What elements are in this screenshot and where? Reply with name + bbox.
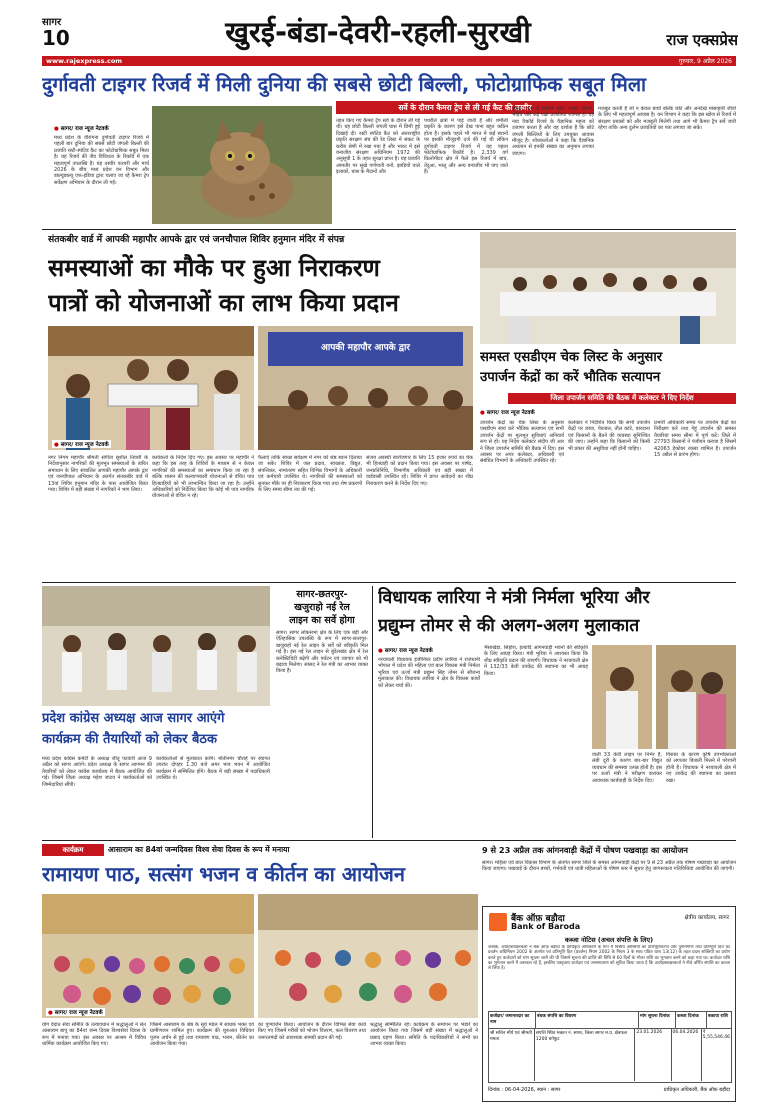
bank-notice [482, 906, 736, 1102]
story2-col3: फैलाएं ताकि स्वच्छ सर्वेक्षण में नगर को श्रेष्ठ स्थान दिलाया जा सके। शिविर में जल प्रदाय, स्वच्छता, विद्युत, संपत्तिकर, नामांतरण सहित विभिन्न विभागों के अधिकारी एवं कर्मचारी उपस्थित थे। नागरिकों की समस्याओं को सुनकर मौके पर ही निराकरण किया गया तथा शेष प्रकरणों के लिए समय सीमा तय की गई। [258, 455, 362, 494]
story4-headline2: कार्यक्रम की तैयारियों को लेकर बैठक [42, 732, 217, 747]
notice-table-header-cell: बंधक संपत्ति का विवरण [536, 1012, 639, 1028]
story5-text: सागर। सागर लोकसभा क्षेत्र के लिए एक बड़ी और ऐतिहासिक उपलब्धि के रूप में सागर-छतरपुर-खजुराहो नई रेल लाइन के सर्वे को स्वीकृति मिल गई है। इस नई रेल लाइन से बुंदेलखंड क्षेत्र में रेल कनेक्टिविटी बढ़ेगी और पर्यटन एवं व्यापार को भी बढ़ावा मिलेगा। सांसद ने रेल मंत्री का आभार व्यक्त किया है। [276, 630, 368, 675]
story5-headline1: सागर-छतरपुर- [296, 589, 348, 600]
story5-headline3: लाइन का सर्वे होगा [289, 615, 355, 626]
city-label: सागर [42, 17, 62, 28]
notice-table-cell: ₹ 5,55,546.46 [702, 1030, 730, 1040]
bank-name: बैंक ऑफ़ बड़ौदा [511, 914, 565, 924]
story1-col2: तहत किए गए कैमरा ट्रैप सर्वे के दौरान ली गई थी। यह छोटी बिल्ली जंगली घास में छिपी हुई दिखाई दी। रस्टी स्पॉटेड कैट को अंतरराष्ट्रीय प्रकृति संरक्षण संघ की रेड लिस्ट में संकट के करीब श्रेणी में रखा गया है और भारत में इसे वन्यजीव संरक्षण अधिनियम 1972 की अनुसूची 1 के तहत सुरक्षा प्राप्त है। यह प्रजाति आमतौर पर सूखे पर्णपाती वनों, झाड़ियों वाले इलाकों, घास के मैदानों और [336, 118, 420, 176]
story6-col1: नरयावली विधायक इंजीनियर प्रदीप लारिया ने राजधानी भोपाल में प्रदेश की महिला एवं बाल विकास मंत्री निर्मला भूरिया एवं ऊर्जा मंत्री प्रद्युम्न सिंह तोमर से सौजन्य मुलाकात की। विधायक लारिया ने क्षेत्र के विकास कार्यों को लेकर चर्चा की। [378, 657, 480, 689]
page-number: 10 [42, 26, 70, 50]
section-title: खुरई-बंडा-देवरी-रहली-सुरखी [225, 15, 531, 49]
page-number-block [42, 14, 82, 54]
story6-col2: भैंसाखेड़ा, सिहोरा, इत्यादि आंगनवाड़ी भवनों की स्वीकृति के लिए आग्रह किया। मंत्री भूरिया ने आश्वस्त किया कि शीघ्र स्वीकृति प्रदान की जाएगी। विधायक ने नरयावली क्षेत्र में 132/33 केवी उपकेंद्र की स्थापना का भी आग्रह किया। [484, 645, 588, 677]
camp-photo-caption: ● सागर/ राज न्यूज नेटवर्क [52, 440, 111, 448]
bank-name-en: Bank of Baroda [511, 922, 581, 931]
story2-headline1: समस्याओं का मौके पर हुआ निराकरण [48, 254, 380, 282]
notice-table-cell: 06.04.2026 [672, 1029, 702, 1081]
story6-headline2: प्रद्युम्न तोमर से की अलग-अलग मुलाकात [378, 616, 640, 636]
story7-col1: योग वेदांत सेवा समिति के तत्वावधान में श्रद्धालुओं ने संत आसाराम बापू का 84वां जन्म दिवस विश्वसेवा दिवस के रूप में मनाया गया। इस अवसर पर आश्रम में विविध धार्मिक कार्यक्रम आयोजित किए गए। [42, 1022, 146, 1048]
story1-headline: दुर्गावती टाइगर रिजर्व में मिली दुनिया की सबसे छोटी बिल्ली, फोटोग्राफिक सबूत मिला [42, 73, 647, 96]
satsang-photo-2 [258, 894, 478, 1018]
story8-headline: 9 से 23 अप्रैल तक आंगनवाड़ी केंद्रों में पोषण पखवाड़ा का आयोजन [482, 845, 688, 855]
bank-branch: क्षेत्रीय कार्यालय, सागर [684, 915, 729, 921]
story6-col3: वाली 33 केवी लाइन पर निर्भर हैं, लंबी दूरी के कारण बार-बार विद्युत व्यवधान की समस्या उत्पन्न होती है। इस पर ऊर्जा मंत्री ने परीक्षण कराकर आवश्यक कार्यवाही के निर्देश दिए। [592, 752, 662, 784]
story6-col4: विस्तार के कारण कृषि उपभोक्ताओं को लगातार बिजली मिलने में परेशानी होती है। विधायक ने नरयावली क्षेत्र में नए उपकेंद्र की स्थापना का प्रस्ताव रखा। [666, 752, 736, 784]
story7-col3: का पुण्यार्जन किया। आयोजन के दौरान विभिन्न सेवा कार्य किए गए जिसमें गरीबों को भोजन वितरण, फल वितरण तथा जरूरतमंदों को आवश्यक सामग्री प्रदान की गई। [258, 1022, 366, 1041]
story2-col2: कार्यकर्ता के निर्देश दिए गए। इस अवसर पर महापौर ने कहा कि इस तरह के शिविरों के माध्यम से न केवल नागरिकों की समस्याओं का समाधान किया जा रहा है बल्कि शासन की कल्याणकारी योजनाओं से वंचित पात्र हितग्राहियों को भी लाभान्वित किया जा रहा है। उन्होंने अधिकारियों को निर्देशित किया कि कोई भी पात्र नागरिक योजनाओं से वंचित न रहे। [152, 455, 254, 500]
notice-table-header-cell: कर्जदार/ जमानतदार का नाम [489, 1012, 536, 1028]
story1-col1: मध्य प्रदेश के वीरांगना दुर्गावती टाइगर रिजर्व में पहली बार दुनिया की सबसे छोटी जंगली बिल्ली की प्रजाति रस्टी-स्पॉटेड कैट का फोटोग्राफिक सबूत मिला है। यह रिजर्व की जैव विविधता के रिकॉर्ड में एक महत्वपूर्ण उपलब्धि है। यह तस्वीर फरवरी और मार्च 2026 के बीच मध्य प्रदेश वन विभाग और डब्ल्यूडब्ल्यू एफ-इंडिया द्वारा चलाए जा रहे कैमरा ट्रेप सर्वेक्षण अभियान के दौरान ली गई। [54, 135, 149, 186]
story3-byline: ● सागर/ राज न्यूज नेटवर्क [480, 408, 600, 416]
story3-col2: कलेक्टर ने निर्देशित किया कि सभी उपार्जन केंद्रों पर छाया, पेयजल, तौल कांटे, बारदाना एवं किसानों के बैठने की व्यवस्था सुनिश्चित की जाए। उन्होंने कहा कि किसानों को किसी भी प्रकार की असुविधा नहीं होनी चाहिए। [568, 420, 650, 452]
divider [42, 229, 736, 230]
wildcat-photo [152, 106, 332, 224]
camp-photo-banner [258, 326, 473, 450]
camp-photo-cheque [48, 326, 254, 450]
story3-subhead: जिला उपार्जन समिति की बैठक में कलेक्टर ने दिए निर्देश [508, 393, 736, 404]
notice-table-cell: 23.01.2026 [635, 1029, 671, 1081]
story4-col1: मध्य प्रदेश कांग्रेस कमेटी के अध्यक्ष जीतू पटवारी आज 9 अप्रैल को सागर आएंगे। प्रदेश अध्यक्ष के सागर आगमन की तैयारियों को लेकर कांग्रेस कार्यालय में बैठक आयोजित की गई। जिसमें जिला अध्यक्ष महेश जाटव ने कार्यकर्ताओं को जिम्मेदारियां सौंपी। [42, 756, 152, 788]
story1-byline: ● सागर/ राज न्यूज नेटवर्क [54, 124, 149, 132]
divider [42, 840, 736, 841]
website-link[interactable]: www.rajexpress.com [46, 57, 123, 65]
story7-strap: आसाराम का 84वां जन्मदिवस विश्व सेवा दिवस के रूप में मनाया [108, 845, 290, 854]
notice-table [488, 1011, 732, 1083]
story7-col4: श्रद्धालु सम्मिलित रहे। कार्यक्रम के समापन पर भंडारे का आयोजन किया गया जिसमें बड़ी संख्या में श्रद्धालुओं ने प्रसाद ग्रहण किया। समिति के पदाधिकारियों ने सभी का आभार व्यक्त किया। [370, 1022, 478, 1048]
notice-table-header-cell: बकाया राशि [708, 1014, 728, 1019]
masthead-bar [42, 56, 736, 66]
mla-photo-2 [656, 645, 736, 749]
story7-col2: जिसमें आसाराम के श्रेष्ठ के सूर्य मंडल में साधक भक्त एवं ग्रामीणजन शामिल हुए। कार्यक्रम की शुरुआत विधिवत पूजन अर्चन से हुई तथा रामायण पाठ, भजन, कीर्तन का आयोजन किया गया। [150, 1022, 254, 1048]
story7-headline: रामायण पाठ, सत्संग भजन व कीर्तन का आयोजन [42, 862, 405, 886]
congress-meeting-photo [42, 586, 270, 706]
story1-col4: जाना जाता है जिसमें बाघ, सांभर चीतल, भेड़िये और कई पक्षी प्रजातियां शामिल हैं। यह नया रिकॉर्ड रिजर्व के वैज्ञानिक महत्व को उजागर करता है और यह दर्शाता है कि छोटे जंगली बिल्लियों के लिए उपयुक्त आवास मौजूद है। शोधकर्ताओं ने कहा कि वैज्ञानिक अध्ययन से इनकी संख्या का अनुमान लगाया जाएगा। [512, 106, 594, 157]
brand-logo: राज एक्सप्रेस [666, 31, 738, 49]
issue-date: गुरुवार, 9 अप्रैल 2026 [678, 58, 732, 65]
notice-table-header-cell: कब्जा दिनांक [676, 1012, 707, 1028]
story2-headline2: पात्रों को योजनाओं का लाभ किया प्रदान [48, 289, 399, 317]
story1-col5: मजबूत करती है जो न केवल बाघों बल्कि छोटे और अनदेखे मांसाहारी जीवों के लिए भी महत्वपूर्ण आवास है। वन विभाग ने कहा कि इस खोज से रिजर्व में संरक्षण प्रयासों को और मजबूती मिलेगी तथा आगे भी कैमरा ट्रैप सर्वे जारी रहेगा ताकि अन्य दुर्लभ प्रजातियों का पता लगाया जा सके। [598, 106, 736, 132]
story3-headline2: उपार्जन केंद्रों का करें भौतिक सत्यापन [480, 370, 661, 385]
story5-headline2: खजुराहो नई रेल [294, 602, 350, 613]
notice-table-cell: श्री सचिन मौर्य एवं श्रीमती ममता [489, 1029, 535, 1081]
story7-byline: ● सागर/ राज न्यूज नेटवर्क [46, 1008, 105, 1016]
notice-table-cell: संपत्ति स्थित मकान नं. सागर, जिला सागर म.प्र. क्षेत्रफल 1200 वर्गफुट [535, 1029, 635, 1081]
notice-footer: दिनांक : 06-04-2026, स्थान : सागर [488, 1087, 561, 1093]
notice-table-header [489, 1012, 731, 1029]
notice-signatory: प्राधिकृत अधिकारी, बैंक ऑफ़ बड़ौदा [663, 1087, 730, 1093]
story1-col3: पथरीले क्षेत्रों में पाई जाती है और शर्मीली प्रकृति के कारण इसे देख पाना बहुत कठिन होता है। इसके पहले भी भारत में कई स्थानों पर इसकी मौजूदगी दर्ज की गई थी लेकिन दुर्गावती टाइगर रिजर्व में यह पहला फोटोग्राफिक रिकॉर्ड है। 2,339 वर्ग किलोमीटर क्षेत्र में फैले इस रिजर्व में बाघ, तेंदुआ, भालू और अन्य वन्यजीव भी पाए जाते हैं। [424, 118, 508, 176]
notice-title: कब्जा नोटिस (अचल संपत्ति के लिए) [564, 936, 654, 944]
story2-strap: संतकबीर वार्ड में आपकी महापौर आपके द्वार एवं जनचौपाल शिविर हनुमान मंदिर में संपन्न [48, 234, 345, 245]
meeting-photo [480, 232, 736, 344]
mla-photo-1 [592, 645, 652, 749]
story2-col4: संजय अवस्थी स्वरोजगार के लिए 15 हजार रुपये का चेक भी हितग्राही को प्रदान किया गया। इस अवसर पर पार्षद, जनप्रतिनिधि, विभागीय अधिकारी एवं बड़ी संख्या में वार्डवासी उपस्थित रहे। शिविर में प्राप्त आवेदनों का शीघ्र निराकरण करने के निर्देश दिए गए। [366, 455, 473, 487]
story7-label: कार्यक्रम [42, 844, 104, 856]
story8-text: सागर। महिला एवं बाल विकास विभाग के अंतर्गत सागर जिले के समस्त आंगनवाड़ी केंद्रों पर 9 से 23 अप्रैल तक पोषण पखवाड़ा का आयोजन किया जाएगा। पखवाड़े के दौरान बच्चों, गर्भवती एवं धात्री महिलाओं के पोषण स्तर में सुधार हेतु जागरूकता गतिविधियां आयोजित की जाएंगी। [482, 860, 736, 873]
story6-byline: ● सागर/ राज न्यूज नेटवर्क [378, 646, 478, 654]
story6-headline1: विधायक लारिया ने मंत्री निर्मला भूरिया और [378, 588, 650, 608]
divider [42, 582, 736, 583]
story1-kicker: सर्वे के दौरान कैमरा ट्रेप से ली गई कैट की तस्वीर [336, 101, 594, 114]
story4-col2: कार्यकर्ताओं से मुलाकात करेंगे। मोतीनगर चौराहे पर स्वागत उपरांत दोपहर 1.30 बजे अमर भाव भवन में आयोजित कार्यक्रम में सम्मिलित होंगे। बैठक में बड़ी संख्या में पदाधिकारी उपस्थित थे। [156, 756, 270, 782]
satsang-photo-1 [42, 894, 254, 1018]
story3-col1: उपार्जन केंद्रों का चेक लिस्ट के अनुसार एसडीएम स्वयं करें भौतिक सत्यापन एवं सभी उपार्जन केंद्रों पर मूलभूत सुविधाएं अनिवार्य रूप से हों। यह निर्देश कलेक्टर संदीप जी आर ने जिला उपार्जन समिति की बैठक में दिए। इस अवसर पर अपर कलेक्टर, अधिकारी एवं संबंधित विभागों के अधिकारी उपस्थित रहे। [480, 420, 564, 465]
bank-logo-icon [489, 913, 507, 931]
story3-headline1: समस्त एसडीएम चेक लिस्ट के अनुसार [480, 350, 663, 365]
notice-body: जबकि, अधोहस्ताक्षरकर्ता ने बैंक ऑफ़ बड़ौदा के प्राधिकृत अधिकारी के रूप में वित्तीय आस्तियों का प्रतिभूतिकरण और पुनर्निर्माण तथा प्रतिभूति हित का प्रवर्तन अधिनियम 2002 के अंतर्गत एवं प्रतिभूति हित (प्रवर्तन) नियम 2002 के नियम 3 के साथ पठित धारा 13(12) के तहत प्रदत्त शक्तियों का प्रयोग करते हुए कर्जदारों को मांग सूचना जारी की थी जिसमें सूचना की प्राप्ति की तिथि से 60 दिनों के भीतर राशि का भुगतान करने को कहा गया था। कर्जदार राशि का भुगतान करने में असफल रहे हैं, इसलिए एतद्द्वारा कर्जदार एवं जनसाधारण को सूचित किया जाता है कि अधोहस्ताक्षरकर्ता ने नीचे वर्णित संपत्ति का कब्जा ले लिया है। [488, 945, 730, 972]
divider [372, 586, 373, 838]
notice-table-row [489, 1029, 731, 1081]
notice-table-header-cell: मांग सूचना दिनांक [639, 1012, 676, 1028]
story4-headline1: प्रदेश कांग्रेस अध्यक्ष आज सागर आएंगे [42, 711, 225, 726]
story3-col3: प्रभारी अधिकारी समय पर उपार्जन केंद्रों का निरीक्षण करें तथा गेहूं उपार्जन की समस्त तैयारियां समय सीमा में पूर्ण करें। जिले में 27793 किसानों ने पंजीयन कराया है जिसमें 42063 हेक्टेयर रकबा शामिल है। उपार्जन 15 अप्रैल से प्रारंभ होगा। [654, 420, 736, 459]
story2-col1: नगर निगम महापौर श्रीमती संगीता सुशील तिवारी के निर्देशानुसार नागरिकों की मूलभूत समस्याओं के त्वरित समाधान के लिए संचालित आपकी महापौर आपके द्वार एवं जनचौपाल अभियान के अंतर्गत संतकबीर वार्ड में 13वां शिविर हनुमान मंदिर के पास आयोजित किया गया। शिविर में बड़ी संख्या में नागरिकों ने भाग लिया। [48, 455, 148, 494]
camp-banner-text: आपकी महापौर आपके द्वार [321, 343, 410, 353]
